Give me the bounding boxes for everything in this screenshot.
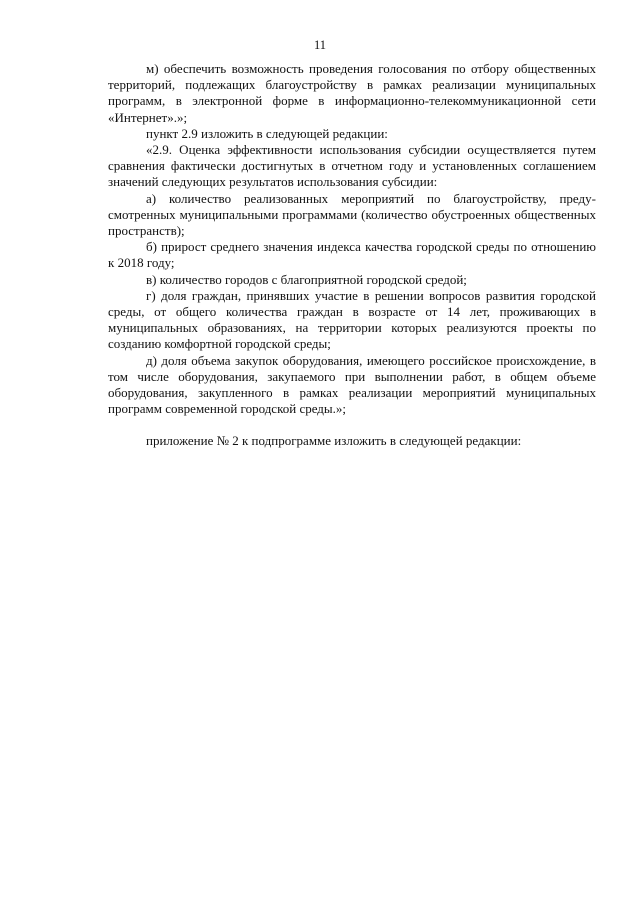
paragraph-m-voting: м) обеспечить возможность проведения голосования по отбору общественных территорий, подлежащих благоустройству в рамках реализации муниципальных программ, в электронной форме в информационно-телекоммуникационной сети «Интернет».»; — [108, 61, 596, 125]
paragraph-g-citizens-share: г) доля граждан, принявших участие в решении вопросов развития городской среды, от общего количества граждан в возрасте от 14 лет, проживающих в муниципальных образованиях, на территории которых реализуются проекты по созданию комфортной городской среды; — [108, 287, 596, 352]
paragraph-appendix-2: приложение № 2 к подпрограмме изложить в следующей редакции: — [146, 433, 522, 449]
paragraph-d-equipment-share: д) доля объема закупок оборудования, имеющего российское происхождение, в том числе оборудования, закупаемого при выполнении работ, в общем объеме оборудования, закупленного в рамках реализации мероприятий муниципальных программ современной городской среды.»; — [108, 352, 596, 417]
page-number: 11 — [313, 38, 327, 52]
paragraph-v-cities-count: в) количество городов с благоприятной городской средой; — [146, 271, 467, 287]
document-body — [108, 61, 596, 450]
paragraph-item-2-9-intro: пункт 2.9 изложить в следующей редакции: — [146, 125, 388, 141]
paragraph-2-9-evaluation: «2.9. Оценка эффективности использования субсидии осуществляется путем сравнения фактически достигнутых в отчетном году и установленных соглашением значений следующих результатов использования субсидии: — [108, 142, 596, 190]
paragraph-b-index-growth: б) прирост среднего значения индекса качества городской среды по отношению к 2018 году; — [108, 239, 596, 271]
paragraph-a-activities: а) количество реализованных мероприятий по благоустройству, предусмотренных муниципальными программами (количество обустроенных общественных пространств); — [108, 190, 596, 239]
